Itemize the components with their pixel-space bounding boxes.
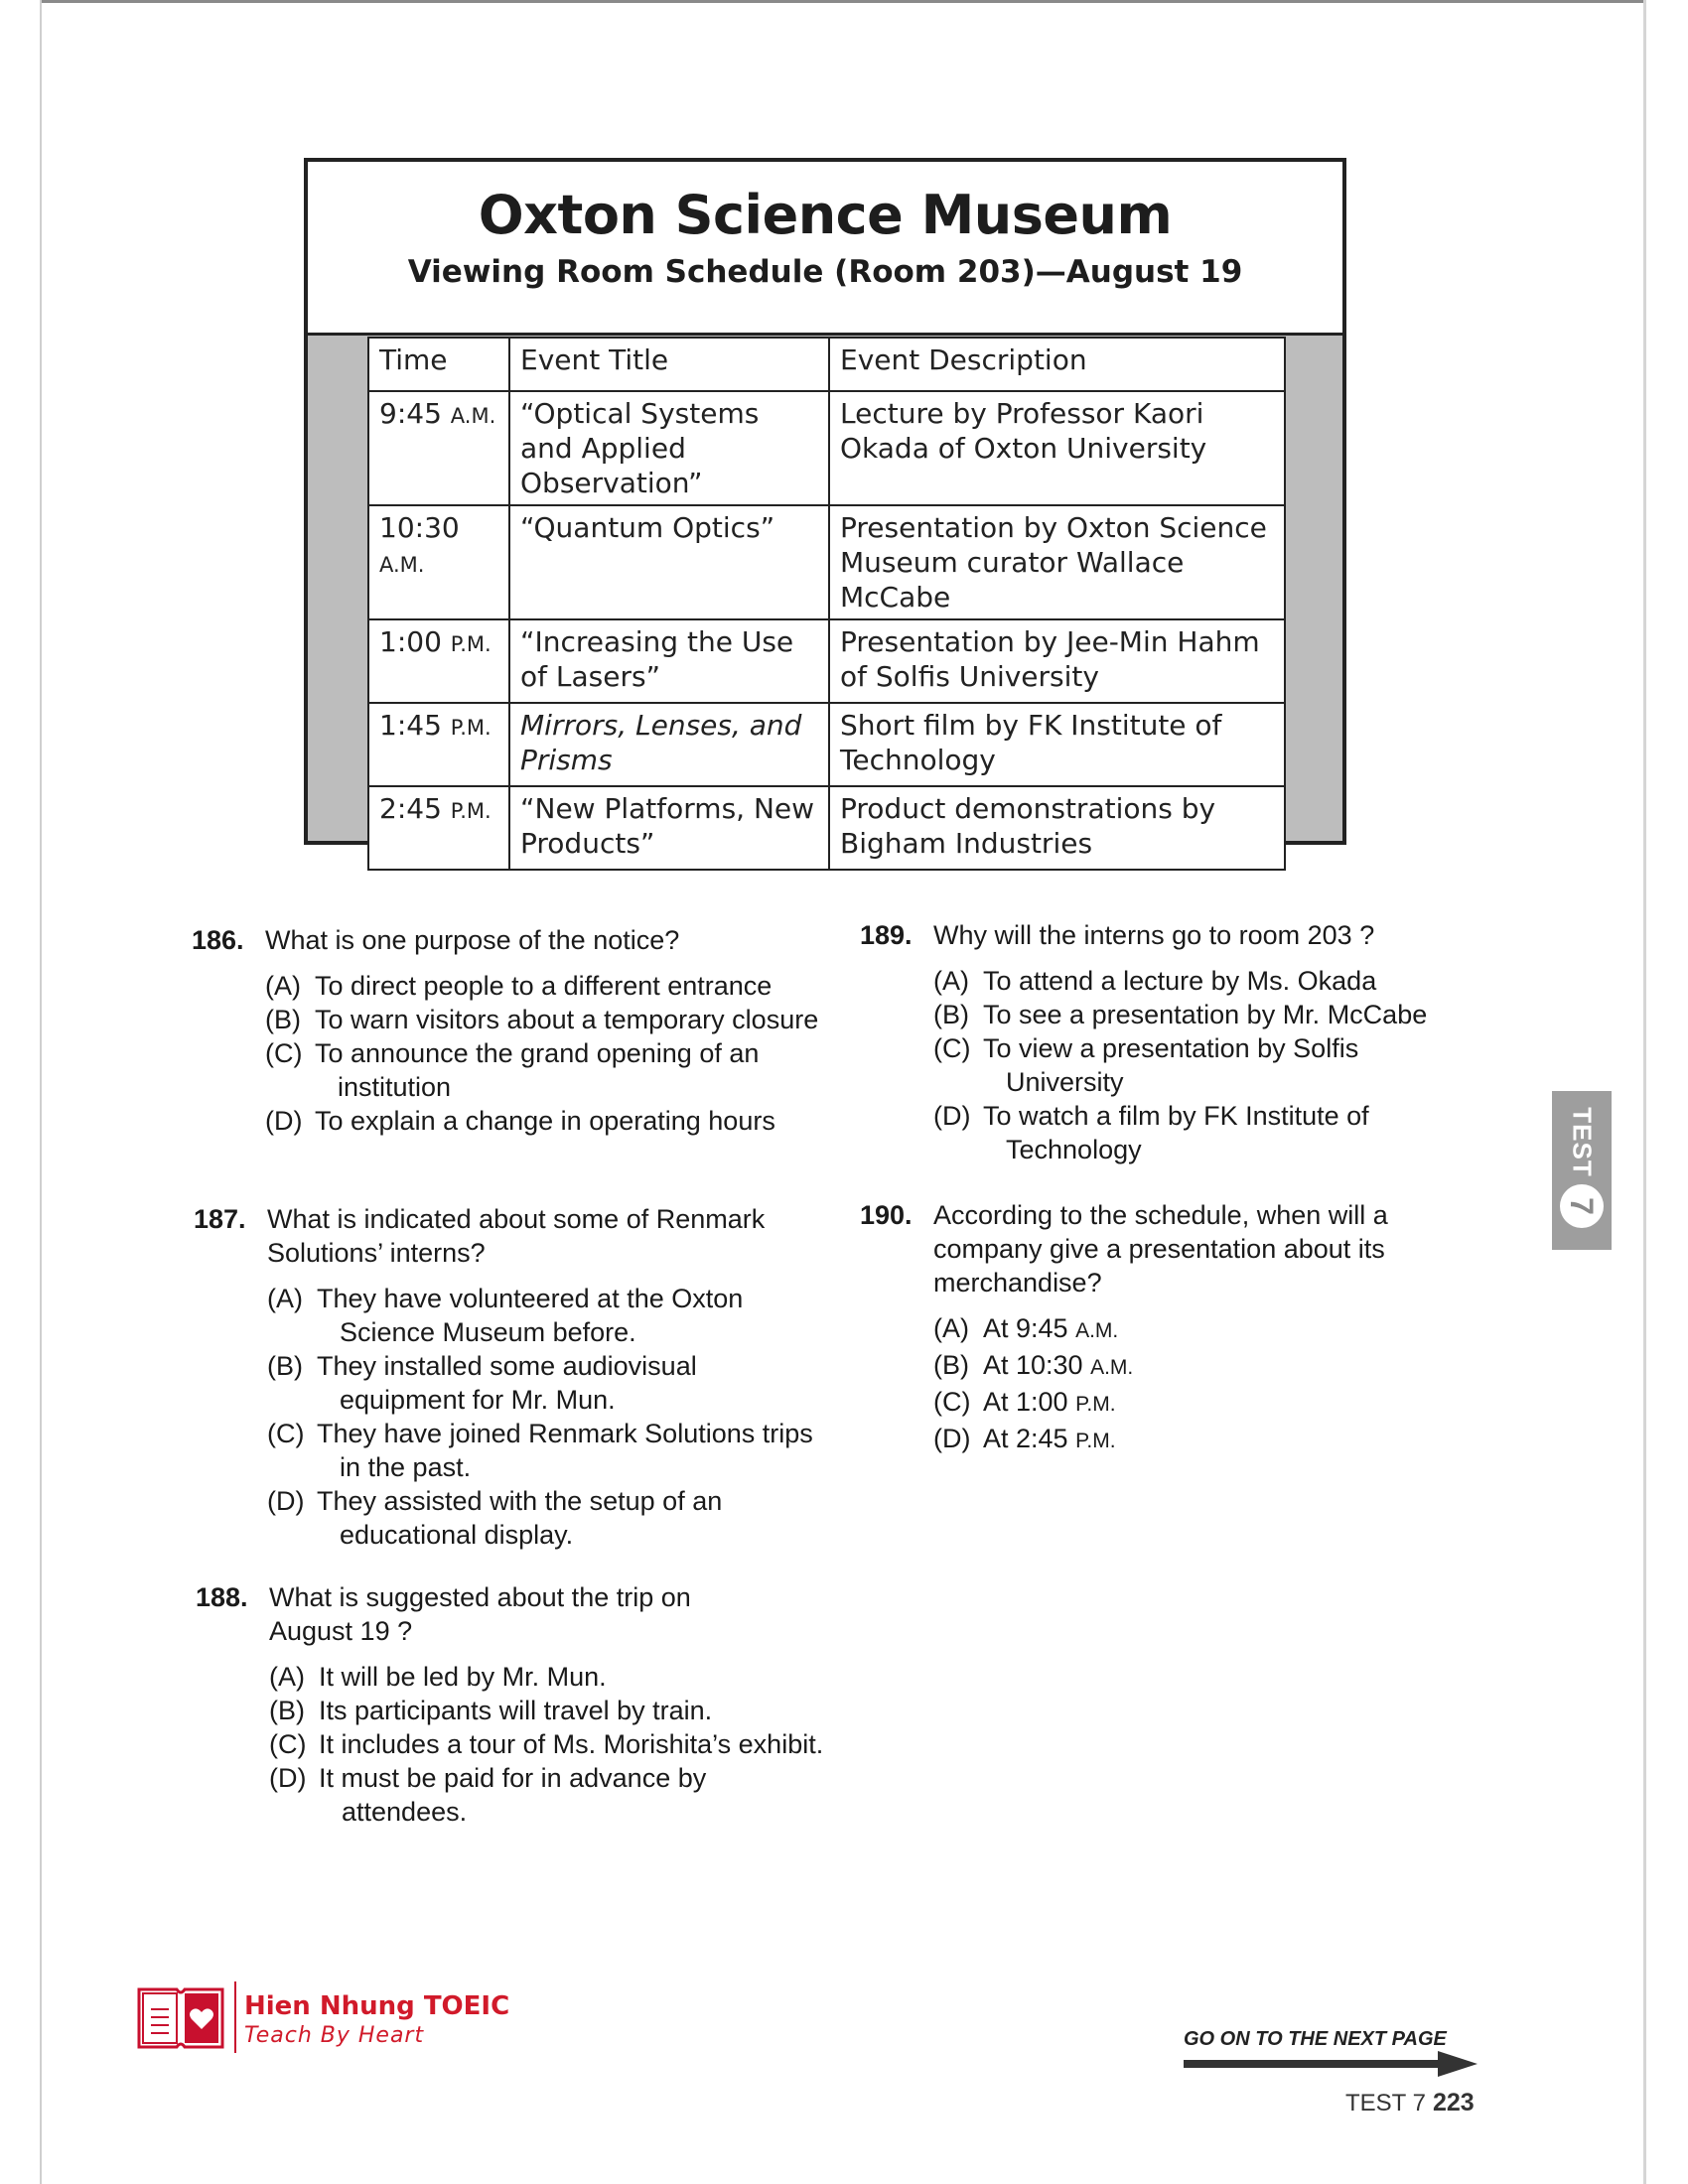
question-text: According to the schedule, when will a company give a presentation about its merchandise? — [933, 1200, 1388, 1297]
question-text: What is suggested about the trip on August 19 ? — [269, 1582, 691, 1646]
scan-edge-right — [1643, 0, 1646, 2184]
answer-option[interactable]: (D) To explain a change in operating hours — [265, 1106, 775, 1136]
logo-tagline: Teach By Heart — [244, 2023, 425, 2048]
logo-divider — [234, 1981, 236, 2053]
table-row — [368, 505, 1285, 619]
row-event-description: Short film by FK Institute of Technology — [829, 703, 1285, 786]
answer-option[interactable]: (C) To announce the grand opening of an institution — [265, 1038, 760, 1102]
row-event-description: Presentation by Jee-Min Hahm of Solfis University — [829, 619, 1285, 703]
question-number: 190. — [860, 1200, 913, 1230]
answer-options — [933, 964, 1495, 1166]
question-text: Why will the interns go to room 203 ? — [933, 920, 1375, 950]
answer-option[interactable]: (D) At 2:45 P.M. — [933, 1424, 1116, 1453]
row-event-title: “Increasing the Use of Lasers” — [509, 619, 829, 703]
schedule-title: Oxton Science Museum — [478, 184, 1173, 246]
test-tab-label: TEST — [1567, 1107, 1598, 1177]
book-heart-icon — [135, 1981, 226, 2053]
question-187 — [194, 1202, 829, 1552]
scan-edge-top — [40, 0, 1643, 3]
time-ampm: P.M. — [450, 632, 492, 656]
answer-option[interactable]: (C) At 1:00 P.M. — [933, 1387, 1116, 1417]
question-text: What is indicated about some of Renmark Solutions’ interns? — [267, 1204, 766, 1268]
table-row — [368, 391, 1285, 505]
row-time — [368, 391, 509, 505]
answer-option[interactable]: (B) To see a presentation by Mr. McCabe — [933, 1000, 1428, 1029]
table-row — [368, 786, 1285, 870]
arrow-right-icon — [1184, 2049, 1481, 2079]
row-time — [368, 786, 509, 870]
answer-options — [269, 1660, 831, 1829]
row-event-description: Lecture by Professor Kaori Okada of Oxton University — [829, 391, 1285, 505]
row-time — [368, 505, 509, 619]
row-event-description: Presentation by Oxton Science Museum curator Wallace McCabe — [829, 505, 1285, 619]
scan-edge-left — [40, 0, 42, 2184]
answer-option[interactable]: (B) Its participants will travel by train. — [269, 1696, 713, 1725]
schedule-box — [304, 158, 1346, 860]
answer-option[interactable]: (B) To warn visitors about a temporary closure — [265, 1005, 819, 1034]
answer-option[interactable]: (A) At 9:45 A.M. — [933, 1313, 1119, 1343]
answer-option[interactable]: (A) To attend a lecture by Ms. Okada — [933, 966, 1377, 996]
row-event-title: “Quantum Optics” — [509, 505, 829, 619]
answer-option[interactable]: (A) It will be led by Mr. Mun. — [269, 1662, 607, 1692]
time-value: 1:45 — [379, 709, 442, 742]
schedule-subtitle: Viewing Room Schedule (Room 203)—August 19 — [407, 254, 1243, 290]
answer-option[interactable]: (A) To direct people to a different entrance — [265, 971, 773, 1001]
question-number: 187. — [194, 1204, 246, 1234]
answer-option[interactable]: (C) To view a presentation by Solfis University — [933, 1033, 1359, 1097]
footer-test-label: TEST 7 — [1345, 2090, 1426, 2116]
question-number: 189. — [860, 920, 913, 950]
answer-options — [933, 1311, 1495, 1458]
time-ampm: A.M. — [450, 404, 496, 428]
answer-options — [265, 969, 827, 1138]
table-row — [368, 703, 1285, 786]
answer-option[interactable]: (C) It includes a tour of Ms. Morishita’s exhibit. — [269, 1729, 824, 1759]
row-event-title: “New Platforms, New Products” — [509, 786, 829, 870]
question-188 — [196, 1580, 831, 1829]
row-event-title: “Optical Systems and Applied Observation” — [509, 391, 829, 505]
question-186 — [192, 923, 827, 1138]
row-event-title: Mirrors, Lenses, and Prisms — [509, 703, 829, 786]
header-event-description: Event Description — [829, 338, 1285, 391]
row-time — [368, 703, 509, 786]
time-value: 2:45 — [379, 792, 442, 825]
question-text: What is one purpose of the notice? — [265, 925, 680, 955]
time-ampm: P.M. — [450, 799, 492, 823]
row-event-description: Product demonstrations by Bigham Industries — [829, 786, 1285, 870]
time-value: 9:45 — [379, 397, 442, 430]
schedule-table — [367, 337, 1286, 871]
answer-option[interactable]: (B) They installed some audiovisual equipment for Mr. Mun. — [267, 1351, 697, 1415]
header-time: Time — [368, 338, 509, 391]
go-on-next-page-label: GO ON TO THE NEXT PAGE — [1184, 2028, 1447, 2050]
page-number: 223 — [1433, 2089, 1475, 2116]
time-value: 1:00 — [379, 625, 442, 658]
time-value: 10:30 — [379, 511, 460, 544]
question-190 — [860, 1198, 1495, 1458]
time-ampm: P.M. — [450, 716, 492, 740]
answer-option[interactable]: (C) They have joined Renmark Solutions trips in the past. — [267, 1419, 813, 1482]
test-side-tab — [1552, 1091, 1612, 1250]
logo-name: Hien Nhung TOEIC — [244, 1991, 510, 2021]
answer-option[interactable]: (D) To watch a film by FK Institute of Technology — [933, 1101, 1369, 1164]
schedule-header — [308, 162, 1342, 336]
answer-option[interactable]: (D) It must be paid for in advance by attendees. — [269, 1763, 707, 1827]
question-189 — [860, 918, 1495, 1166]
answer-option[interactable]: (D) They assisted with the setup of an educational display. — [267, 1486, 723, 1550]
time-ampm: A.M. — [379, 553, 425, 577]
table-row — [368, 619, 1285, 703]
answer-options — [267, 1282, 829, 1552]
answer-option[interactable]: (A) They have volunteered at the Oxton Science Museum before. — [267, 1284, 744, 1347]
question-number: 188. — [196, 1582, 248, 1612]
question-number: 186. — [192, 925, 244, 955]
schedule-header-row — [368, 338, 1285, 391]
row-time — [368, 619, 509, 703]
header-event-title: Event Title — [509, 338, 829, 391]
answer-option[interactable]: (B) At 10:30 A.M. — [933, 1350, 1134, 1380]
test-tab-number: 7 — [1560, 1184, 1604, 1228]
